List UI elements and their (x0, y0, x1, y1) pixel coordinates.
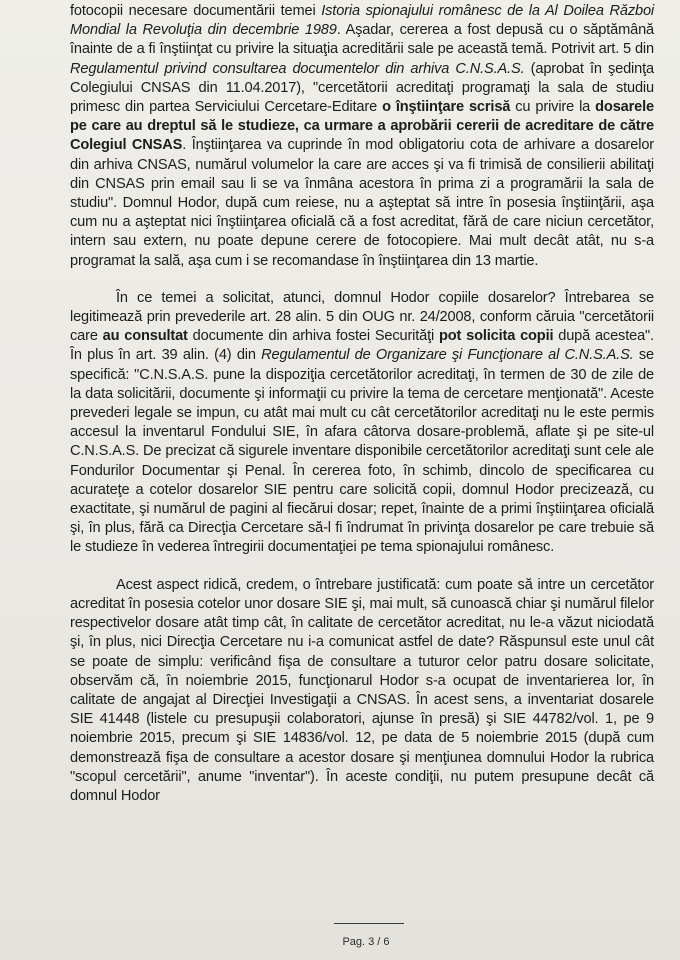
italic-text-run: Istoria spionajului românesc de la Al Doilea Război Mondial la Revoluţia din decembrie 1989 (70, 3, 654, 39)
bold-text-run: pot solicita copii (439, 328, 554, 345)
italic-text-run: Regulamentul de Organizare şi Funcţionare al C.N.S.A.S. (261, 347, 634, 364)
text-run: . Înştiinţarea va cuprinde în mod obligatoriu cota de arhivare a dosarelor din arhiva CNSAS, numărul volumelor la care are acces şi va fi trimisă de consilierii abilitaţi din CNSAS prin email sau li se va înmâna acestora în prima zi a programării la sala de studiu". Domnul Hodor, după cum reiese, nu a aşteptat să intre în posesia înştiinţării, aşa cum nu a aşteptat nici înştiinţarea oficială că a fost acreditat, fără de care niciun cercetător, intern sau extern, nu poate depune cerere de fotocopiere. Mai mult decât atât, nu s-a programat la sală, aşa cum i se recomandase în înştiinţarea din 13 martie. (70, 137, 655, 269)
text-run: fotocopii necesare documentării temei (70, 3, 322, 19)
text-run: se specifică: "C.N.S.A.S. pune la dispoziţia cercetătorilor acreditaţi, în termen de 30 de zile de la data solicitării, documente şi informaţii cu privire la tema de cercetare menţionată". Aceste prevederi legale se impun, cu atât mai mult cu cât cercetătorilor acreditaţi nu le este permis accesul la inventarul Fondului SIE, în afara câtorva dosare-problemă, aflate şi pe site-ul C.N.S.A.S. De precizat că sigurele inventare disponibile cercetătorilor acreditaţi sunt cele ale Fondurilor Documentar şi Penal. În cererea foto, în schimb, dincolo de specificarea cu acurateţe a cotelor dosarelor SIE pentru care solicită copii, domnul Hodor precizează, cu exactitate, şi numărul de pagini al fiecărui dosar; repet, înainte de a primi înştiinţarea oficială şi, în plus, fără ca Direcţia Cercetare să-l fi îndrumat în privinţa dosarelor pe care trebuie să le studieze în vederea întregirii documentaţiei pe tema spionajului românesc. (70, 347, 654, 556)
text-run: cu privire la (510, 99, 596, 116)
text-run: (aprobat în şedinţa Colegiului CNSAS din 11.04.2017), "cercetătorii acreditaţi programaţi la sala de studiu primesc din partea Serviciului Cercetare-Editare (70, 60, 654, 116)
text-run: documente din arhiva fostei Securităţi (187, 328, 440, 345)
paragraph-2 (70, 289, 654, 558)
bold-text-run: o înştiinţare scrisă (382, 99, 511, 116)
footer-rule (334, 923, 404, 924)
paragraph-1 (70, 2, 654, 271)
bold-text-run: dosarele pe care au dreptul să le studieze, ca urmare a aprobării cererii de acreditare de către Colegiul CNSAS (70, 99, 655, 154)
text-run: În ce temei a solicitat, atunci, domnul Hodor copiile dosarelor? Întrebarea se legitimează prin prevederile art. 28 alin. 5 din OUG nr. 24/2008, conform căruia "cercetătorii care (70, 289, 654, 345)
text-run: . Aşadar, cererea a fost depusă cu o săptămână înainte de a fi înştiinţat cu privire la situaţia acreditării sale pe această temă. Potrivit art. 5 din (70, 22, 655, 58)
text-run: după acestea". În plus în art. 39 alin. (4) din (70, 328, 654, 364)
italic-text-run: Regulamentul privind consultarea documentelor din arhiva C.N.S.A.S. (70, 60, 525, 77)
text-run: Acest aspect ridică, credem, o întrebare justificată: cum poate să intre un cercetător acreditat în posesia cotelor unor dosare SIE şi, mai mult, să cunoască chiar şi numărul filelor respectivelor dosare atât timp cât, în calitate de cercetător acreditat, nu le-a văzut niciodată şi, în plus, nici Direcţia Cercetare nu i-a comunicat astfel de date? Răspunsul este unul cât se poate de simplu: verificând fişa de consultare a tuturor celor patru dosare solicitate, observăm că, în noiembrie 2015, funcţionarul Hodor s-a ocupat de inventarierea lor, în calitate de angajat al Direcţiei Investigaţii a CNSAS. În acest sens, a inventariat dosarele SIE 41448 (listele cu presupuşii colaboratori, ajunse în presă) şi SIE 44782/vol. 1, pe 9 noiembrie 2015, precum şi SIE 14836/vol. 12, pe data de 5 noiembrie 2015 (după cum demonstrează fişa de consultare a acestor dosare şi menţiunea domnului Hodor la rubrica "scopul cercetării", anume "inventar"). În aceste condiţii, nu putem presupune decât că domnul Hodor (70, 576, 654, 804)
bold-text-run: au consultat (102, 328, 188, 345)
page-number: Pag. 3 / 6 (342, 936, 390, 948)
paragraph-3 (70, 576, 654, 806)
